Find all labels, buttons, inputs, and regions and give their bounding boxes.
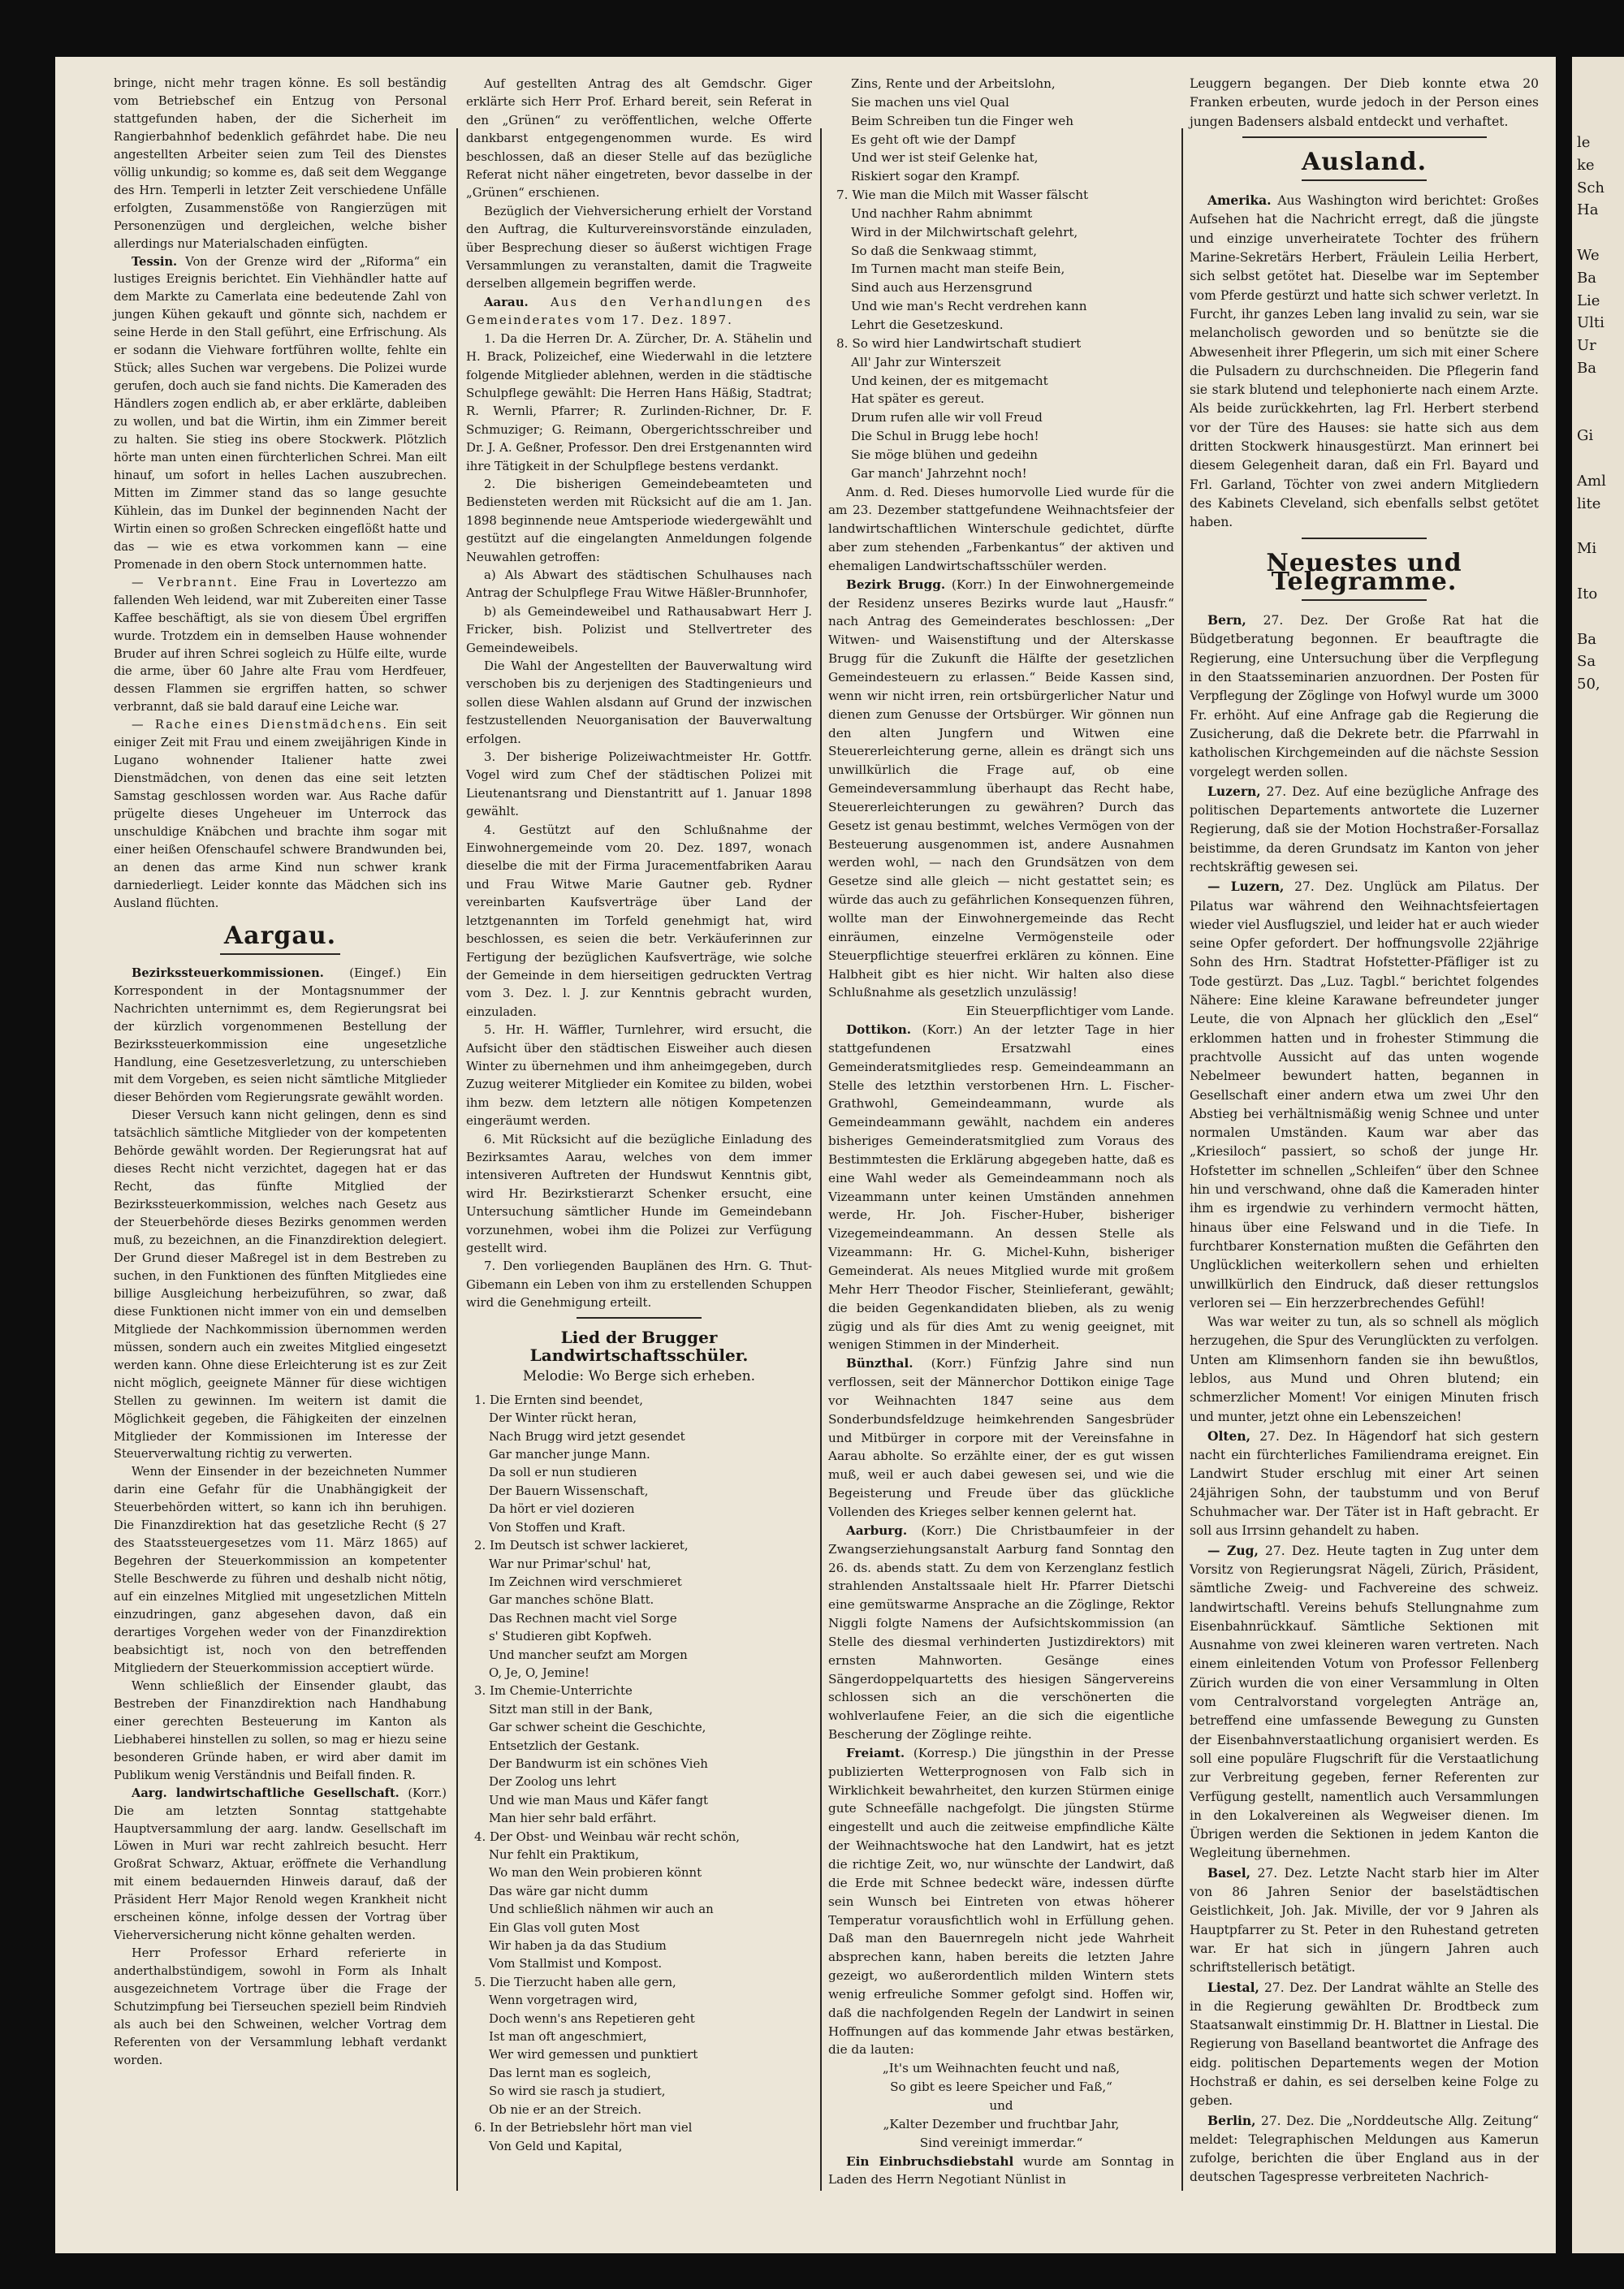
poem-line: So daß die Senkwaag stimmt, [851, 243, 1038, 258]
next-page-line: lite [1577, 495, 1601, 512]
next-page-edge [1572, 57, 1624, 2253]
article-heading: — Verbrannt. [132, 575, 239, 590]
poem-line: 6. In der Betriebslehr hört man viel [474, 2120, 693, 2136]
poem-line: War nur Primar'schul' hat, [489, 1556, 651, 1571]
article-signature: Ein Steuerpflichtiger vom Lande. [965, 1004, 1174, 1019]
article-text: Ein seit einiger Zeit mit Frau und einem zweijährigen Kinde in Lugano wohnender Italiener hatte zwei Dienstmädchen, von denen das eine seit letzten Samstag geschlossen worden war. Aus Rache dafür prügelte dieses Ungeheuer im Unterrock das unschuldige Knäbchen und brachte ihm sogar mit einer heißen Ofenschaufel schwere Brandwunden bei, an denen das arme Kind nun schwer krank darniederliegt. Leider konnte das Mädchen sich ins Ausland flüchten. [114, 718, 447, 910]
poem-line: O, Je, O, Jemine! [489, 1665, 590, 1680]
next-page-line: Aml [1577, 472, 1606, 490]
article-aarau [466, 293, 812, 330]
next-page-line: Ur [1577, 337, 1596, 355]
scan-border-top [0, 0, 1624, 57]
article-heading: Luzern, [1207, 783, 1261, 799]
poem-line: 1. Die Ernten sind beendet, [474, 1392, 643, 1407]
article-paragraph: a) Als Abwart des städtischen Schulhauses nach Antrag der Schulpflege Frau Witwe Häßler-Brunnhofer, [466, 567, 812, 601]
article-text: (Korresp.) Die jüngsthin in der Presse publizierten Wetterprognosen von Falb sich in Wirklichkeit bewahrheitet, den kurzen Stürmen einige gute Schneefälle nachgefolgt. Die jüngsten Stürme eingestellt und auch die zeitweise empfindliche Kälte der Weihnachtswoche hat den Landwirt, hat es jetzt die richtige Zeit, wo, nur wünschte der Landwirt, daß die Erde mit Schnee bedeckt wäre, indessen dürfte sein Wunsch bei Eintreten von etwas höherer Temperatur vorausfichtlich wohl in Erfüllung gehen. Daß man den Bauernregeln nicht jede Wahrheit absprechen kann, haben bereits die letzten Jahre gezeigt, wo außerordentlich milden Wintern stets wenig erfreuliche Sommer gefolgt sind. Hoffen wir, daß die nachfolgenden Regeln der Landwirt in seinen Hoffnungen auf das kommende Jahr etwas bestärken, die da lauten: [828, 1745, 1174, 2058]
poem-line: 5. Die Tierzucht haben alle gern, [474, 1974, 676, 1989]
article-text: (Korr.) Die am letzten Sonntag stattgehabte Hauptversammlung der aarg. landw. Gesellschaft im Löwen in Muri war recht zahlreich besucht. Herr Großrat Schwarz, Aktuar, eröffnete die Verhandlung mit einem bedauernden Hinweis darauf, daß der Präsident Herr Major Renold wegen Krankheit nicht erscheinen könne, infolge dessen der Vortrag über Vieherversicherung nicht könne gehalten werden. [114, 1786, 447, 1943]
poem [466, 1391, 812, 2155]
article-verbrannt [114, 574, 447, 717]
poem-line: Im Turnen macht man steife Bein, [851, 261, 1065, 277]
scan-border-left [0, 0, 55, 2289]
poem-line: Und nachher Rahm abnimmt [851, 205, 1033, 221]
section-title-telegramme: Neuestes und Telegramme. [1266, 548, 1462, 596]
poem-line: Doch wenn's ans Repetieren geht [489, 2010, 695, 2026]
poem-line: Sitzt man still in der Bank, [489, 1701, 653, 1717]
poem-line: Und wer ist steif Gelenke hat, [851, 150, 1039, 166]
poem-line: Und mancher seufzt am Morgen [489, 1647, 688, 1662]
article-text: Aus Washington wird berichtet: Großes Aufsehen hat die Nachricht erregt, daß die jüngste und einzige unverheiratete Tochter des frühern Marine-Sekretärs Herbert, Fräulein Leilia Herbert, sich selbst getötet hat. Dieselbe war im September vom Pferde gestürzt und hatte sich schwer verletzt. In Furcht, ihr ganzes Leben lang invalid zu sein, war sie melancholisch geworden und so benützte sie die Abwesenheit ihrer Pflegerin, um sich mit einer Schere die Pulsadern zu durchschneiden. Die Pflegerin fand sie stark blutend und telephonierte nach einem Arzte. Als beide zurückkehrten, lag Frl. Herbert sterbend vor der Türe des Hauses: sie hatte sich aus dem dritten Stockwerk hinausgestürzt. Man erinnert bei diesem Gelegenheit daran, daß ein Frl. Bayard und Frl. Garland, Töchter von zwei andern Mitgliedern des Kabinets Cleveland, sich ebenfalls selbst getötet haben. [1190, 193, 1539, 530]
article-steuerkommission [114, 965, 447, 1108]
article-text: Eine Frau in Lovertezzo am fallenden Weh leidend, war mit Zubereiten einer Tasse Kaffee beschäftigt, als sie von diesem Übel ergriffen wurde. Trotzdem ein in demselben Hause wohnender Bruder auf ihren Schrei sogleich zu Hülfe eilte, wurde die arme, über 60 Jahre alte Frau vom Herdfeuer, dessen Flammen sie ergriffen hatten, so schwer verbrannt, daß sie bald darauf eine Leiche war. [114, 575, 447, 715]
poem-line: Und keinen, der es mitgemacht [851, 373, 1048, 388]
article-text: Von der Grenze wird der „Riforma“ ein lustiges Ereignis berichtet. Ein Viehhändler hatte auf dem Markte zu Camerlata eine bedeutende Zahl von jungen Kühen gekauft und gönnte sich, nachdem er seine Herde in den Stall geführt, eine Erfrischung. Als er sodann die Viehware fortführen wollte, fehlte ein Stück; alles Suchen war vergebens. Die Polizei wurde gerufen, doch auch sie fand nichts. Die Kameraden des Händlers zogen endlich ab, er aber erklärte, dableiben zu wollen, und bat die Wirtin, ihm ein Zimmer bereit zu halten. Sie stieg ins obere Stockwerk. Plötzlich hörte man unten einen fürchterlichen Schrei. Man eilt hinauf, um sofort in helles Lachen auszubrechen. Mitten im Zimmer stand das so lange gesuchte Kühlein, das im Dunkel der beginnenden Nacht der Wirtin einen so großen Schrecken eingeflößt hatte und das — wie es etwa vorkommen kann — eine Promenade in den obern Stock unternommen hatte. [114, 254, 447, 572]
poem-line: Ein Glas voll guten Most [489, 1920, 640, 1935]
column-rule [1181, 128, 1183, 2191]
poem-line: Wo man den Wein probieren könnt [489, 1865, 702, 1881]
weather-rule: Sind vereinigt immerdar.“ [919, 2135, 1083, 2150]
article-heading: Aarau. [484, 294, 529, 309]
telegram-berlin [1190, 2111, 1539, 2188]
article-text: 27. Dez. Letzte Nacht starb hier im Alter von 86 Jahren Senior der baselstädtischen Geistlichkeit, Joh. Jak. Miville, der vor 9 Jahren als Hauptpfarrer zu St. Peter in den Ruhestand getreten war. Er hat sich in jüngern Jahren auch schriftstellerisch betätigt. [1190, 1865, 1539, 1976]
poem-line: Sie machen uns viel Qual [851, 94, 1009, 110]
poem-line: Ist man oft angeschmiert, [489, 2029, 647, 2045]
poem-line: 8. So wird hier Landwirtschaft studiert [836, 335, 1082, 351]
next-page-line: 50, [1577, 676, 1600, 693]
next-page-line: Ba [1577, 630, 1596, 648]
editor-note: Anm. d. Red. Dieses humorvolle Lied wurde für die am 23. Dezember stattgefundene Weihnachtsfeier der landwirtschaftlichen Winterschule gedichtet, dürfte aber zum stehenden „Farbenkantus“ der aktiven und ehemaligen Landwirtschaftsschüler werden. [828, 484, 1174, 573]
poem-line: Gar manch' Jahrzehnt noch! [851, 465, 1027, 481]
poem-melody: Melodie: Wo Berge sich erheben. [522, 1368, 756, 1385]
poem-line: Zins, Rente und der Arbeitslohn, [851, 76, 1056, 91]
article-paragraph: Auf gestellten Antrag des alt Gemdschr. Giger erklärte sich Herr Prof. Erhard bereit, sein Referat in den „Grünen“ zu veröffentlichen, welche Offerte dankbarst entgegengenommen wurde. Es wird beschlossen, daß an dieser Stelle auf das bezügliche Referat nicht näher eingetreten, bevor dasselbe in der „Grünen“ erschienen. [466, 76, 812, 201]
telegram-luzern [1190, 782, 1539, 877]
next-page-fragments [1572, 57, 1624, 696]
next-page-line: Ulti [1577, 314, 1605, 332]
article-heading: Olten, [1207, 1427, 1251, 1444]
article-buenzthal [828, 1354, 1174, 1522]
poem-line: Entsetzlich der Gestank. [489, 1738, 640, 1753]
article-paragraph: b) als Gemeindeweibel und Rathausabwart Herr J. Fricker, bish. Polizist und Stellvertreter des Gemeindeweibels. [466, 603, 812, 655]
article-paragraph: 1. Da die Herren Dr. A. Zürcher, Dr. A. Stähelin und H. Brack, Polizeichef, eine Wiederwahl in die letztere folgende Mitglieder ablehnen, werden in die städtische Schulpflege gewählt: Die Herren Hans Häßig, Stadtrat; R. Wernli, Pfarrer; R. Zurlinden-Richner, Dr. F. Schmuziger; G. Reimann, Obergerichtsschreiber und Dr. J. A. Geßner, Professor. Den drei Erstgenannten wird ihre Tätigkeit in der Schulpflege bestens verdankt. [466, 330, 812, 473]
poem-continued [828, 75, 1174, 483]
article-heading: Aarg. landwirtschaftliche Gesellschaft. [132, 1786, 400, 1800]
poem-line: Da hört er viel dozieren [489, 1501, 635, 1517]
article-amerika [1190, 191, 1539, 532]
article-paragraph: Dieser Versuch kann nicht gelingen, denn es sind tatsächlich sämtliche Mitglieder von der kompetenten Behörde gewählt worden. Der Regierungsrat hat auf dieses Recht nicht verzichtet, dagegen hat er das Recht, das fünfte Mitglied der Bezirkssteuerkommission, welches nach Gesetz aus der Steuerbehörde dieses Bezirks genommen werden muß, zu bezeichnen, an die Finanzdirektion delegiert. Der Grund dieser Maßregel ist in dem Bestreben zu suchen, in den Funktionen des fünften Mitgliedes eine billige Ausgleichung herbeizuführen, so zwar, daß diese Funktionen nicht immer von ein und demselben Mitgliede der Nachkommission übernommen werden müssen, sondern auch ein zweites Mitglied eingesetzt werden kann. Ohne diese Erleichterung ist es zur Zeit nicht möglich, geeignete Männer für diese wichtigen Stellen zu gewinnen. Im weitern ist damit die Möglichkeit gegeben, die Fähigkeiten der einzelnen Mitglieder der Kommissionen im Interesse der Steuerverwaltung richtig zu verwerten. [114, 1108, 447, 1462]
poem-line: Wer wird gemessen und punktiert [489, 2047, 698, 2062]
article-paragraph: Leuggern begangen. Der Dieb konnte etwa 20 Franken erbeuten, wurde jedoch in der Person eines jungen Badensers alsbald entdeckt und verhaftet. [1190, 76, 1539, 129]
poem-line: Gar manches schöne Blatt. [489, 1592, 654, 1608]
telegram-zug [1190, 1541, 1539, 1864]
article-text: (Korr.) Die Christbaumfeier in der Zwangserziehungsanstalt Aarburg fand Sonntag den 26. ds. abends statt. Zu dem von Kerzenglanz festlich strahlenden Anstaltssaale hielt Hr. Pfarrer Dietschi eine gemütswarme Ansprache an die Zöglinge, Rektor Niggli folgte Namens der Aufsichtskommission (an Stelle des diesmal verhinderten Justizdirektors) mit ernsten Mahnworten. Gesänge eines Sängerdoppelquartetts des hiesigen Sängervereins schlossen sich an die verschönerten die wohlverlaufene Feier, an die sich die eigentliche Bescherung der Zöglinge reihte. [828, 1522, 1174, 1743]
weather-rule: „It's um Weihnachten feucht und naß, [882, 2061, 1121, 2076]
poem-line: Sind auch aus Herzensgrund [851, 280, 1033, 296]
poem-line: 4. Der Obst- und Weinbau wär recht schön, [474, 1829, 741, 1844]
next-page-line: Ba [1577, 359, 1596, 377]
next-page-line: Ba [1577, 269, 1596, 287]
section-title-aargau: Aargau. [223, 921, 337, 950]
poem-line: Riskiert sogar den Krampf. [851, 169, 1021, 184]
poem-line: 7. Wie man die Milch mit Wasser fälscht [836, 188, 1089, 203]
next-page-line: Lie [1577, 292, 1600, 309]
poem-line: Da soll er nun studieren [489, 1465, 637, 1480]
article-paragraph: 6. Mit Rücksicht auf die bezügliche Einladung des Bezirksamtes Aarau, welches von dem immer intensiveren Auftreten der Hundswut Kenntnis gibt, wird Hr. Bezirkstierarzt Schenker ersucht, eine Untersuchung sämtlicher Hunde im Gemeindebann vorzunehmen, wobei ihm die Polizei zur Verfügung gestellt wird. [466, 1131, 812, 1255]
article-text: (Korr.) An der letzter Tage in hier stattgefundenen Ersatzwahl eines Gemeinderatsmitgliedes resp. Gemeindeammann an Stelle des letzthin verstorbenen Hrn. L. Fischer-Grathwohl, Gemeindeammann, wurde als Gemeindeammann gewählt, nachdem ein anderes bisheriges Gemeinderatsmitglied zum Voraus des Bestimmtesten die Erklärung abgegeben hatte, daß es eine Wahl weder als Gemeindeammann noch als Vizeammann unter keinen Umständen annehmen werde, Hr. Joh. Fischer-Huber, bisheriger Vizegemeindeammann. An dessen Stelle als Vizeammann: Hr. G. Michel-Kuhn, bisheriger Gemeinderat. Als neues Mitglied wurde mit großem Mehr Herr Theodor Fischer, Steinlieferant, gewählt; die beiden Gegenkandidaten blieben, als zu wenig zügig und als für dies Amt zu wenig geeignet, mit wenigen Stimmen in der Minderheit. [828, 1022, 1174, 1353]
article-heading: — Rache eines Dienstmädchens. [132, 718, 388, 732]
column-1 [114, 75, 447, 2070]
poem-line: 3. Im Chemie-Unterrichte [474, 1683, 633, 1699]
article-heading: Bünzthal. [846, 1356, 914, 1371]
poem-line: Man hier sehr bald erfährt. [489, 1811, 657, 1826]
poem-line: All' Jahr zur Winterszeit [851, 354, 1001, 369]
column-4 [1190, 75, 1539, 2188]
poem-line: Und wie man Maus und Käfer fangt [489, 1792, 708, 1807]
article-text: 27. Dez. Auf eine bezügliche Anfrage des politischen Departements antwortete die Luzerner Regierung, daß sie der Motion Hochstraßer-Forsallaz beistimme, da deren Grundsatz im Kanton von jeher rechtskräftig gewesen sei. [1190, 784, 1539, 875]
article-heading: Amerika. [1207, 192, 1272, 209]
poem-line: Der Winter rückt heran, [489, 1410, 637, 1426]
next-page-line: Ito [1577, 585, 1598, 602]
article-aarburg [828, 1522, 1174, 1744]
section-rule [1302, 599, 1427, 601]
poem-line: Von Geld und Kapital, [489, 2138, 623, 2153]
article-paragraph: Herr Professor Erhard referierte in anderthalbstündigem, sowohl in Form als Inhalt ausgezeichnetem Vortrage über die Frage der Schutzimpfung bei Tierseuchen speziell beim Rindvieh als auch bei den Schweinen, welcher Vortrag dem Referenten von der Versammlung lebhaft verdankt worden. [114, 1946, 447, 2067]
next-page-line: le [1577, 134, 1591, 151]
article-heading: Aarburg. [846, 1522, 908, 1538]
section-rule [1302, 538, 1427, 539]
article-text: 27. Dez. Der Landrat wählte an Stelle des in die Regierung gewählten Dr. Brodtbeck zum Staatsanwalt einstimmig Dr. H. Blattner in Liestal. Die Regierung von Baselland beantwortet die Anfrage des eidg. politischen Departements wegen der Motion Hochstraß er dahin, es sei derselben keine Folge zu geben. [1190, 1980, 1539, 2109]
article-text: Ein Korrespondent in der Montagsnummer der Nachrichten unternimmt es, dem Regierungsrat bei der kürzlich vorgenommenen Bestellung der Bezirkssteuerkommission eine ungesetzliche Handlung, eine Gesetzesverletzung, zu unterschieben mit dem Vorgeben, es seien nicht sämtliche Mitglieder dieser Behörden vom Regierungsrate gewählt worden. [114, 965, 447, 1105]
article-heading: Berlin, [1207, 2112, 1256, 2128]
article-text: 27. Dez. Der Große Rat hat die Büdgetberatung begonnen. Er beauftragte die Regierung, eine Untersuchung über die Verpflegung in den Staatsseminarien anzuordnen. Der Posten für Verpflegung der Zöglinge von Hofwyl wurde um 3000 Fr. erhöht. Auf eine Anfrage gab die Regierung die Zusicherung, daß die Dekrete betr. die Pfarrwahl in katholischen Kirchgemeinden auf die nächste Session vorgelegt werden sollen. [1190, 613, 1539, 780]
poem-line: Hat später es gereut. [851, 391, 985, 407]
poem-line: Und wie man's Recht verdrehen kann [851, 299, 1087, 314]
telegram-bern [1190, 611, 1539, 782]
poem-line: Das wäre gar nicht dumm [489, 1883, 649, 1898]
poem-line: Und schließlich nähmen wir auch an [489, 1902, 714, 1917]
poem-line: Nach Brugg wird jetzt gesendet [489, 1428, 685, 1444]
poem-line: Der Zoolog uns lehrt [489, 1774, 616, 1790]
column-rule [820, 128, 822, 2191]
article-rache [114, 716, 447, 912]
article-text: (Korr.) In der Einwohnergemeinde der Residenz unseres Bezirks wurde laut „Hausfr.“ nach Antrag des Gemeinderates beschlossen: „Der Witwen- und Waisenstiftung und der Alterskasse Brugg für die Zukunft die Hälfte der gesetzlichen Gemeindesteuern zu erlassen.“ Beide Kassen sind, wenn wir nicht irren, rein ortsbürgerlicher Natur und dienen zum Genusse der Ortsbürger. Wir gönnen nun den alten Jungfern und Witwen eine Steuererleichterung gerne, allein es drängt sich uns unwillkürlich die Frage auf, ob eine Gemeindeversammlung überhaupt das Recht habe, Steuererleichterungen zu gewähren? Durch das Gesetz ist genau bestimmt, welches Vermögen von der Besteuerung ausgenommen ist, andere Ausnahmen werden wohl, — nach den Grundsätzen von dem Gesetze sind alle gleich — nicht gestattet sein; es würde das auch zu gefährlichen Konsequenzen führen, wollte man der Einwohnergemeinde das Recht einräumen, einzelne Vermögensteile oder Steuerpflichtige steuerfrei erklären zu können. Eine Halbheit gibt es hier nicht. Wir halten also diese Schlußnahme als gesetzlich unzulässig! [828, 577, 1174, 1000]
weather-rule: und [989, 2097, 1013, 2113]
poem-line: Wir haben ja da das Studium [489, 1938, 667, 1954]
column-3 [828, 75, 1174, 2189]
poem-line: Die Schul in Brugg lebe hoch! [851, 429, 1039, 444]
poem-line: Im Zeichnen wird verschmieret [489, 1574, 682, 1589]
article-text: 27. Dez. In Hägendorf hat sich gestern nacht ein fürchterliches Familiendrama ereignet. Ein Landwirt Studer erschlug mit einer Art seinen 24jährigen Sohn, der taubstumm und von Beruf Schuhmacher war. Der Täter ist in Haft gebracht. Er soll aus Irrsinn gehandelt zu haben. [1190, 1428, 1539, 1539]
poem-line: Vom Stallmist und Kompost. [489, 1956, 663, 1972]
poem-line: Lehrt die Gesetzeskund. [851, 317, 1004, 332]
column-2 [466, 75, 812, 2155]
article-paragraph: 5. Hr. H. Wäffler, Turnlehrer, wird ersucht, die Aufsicht über den städtischen Eisweiher auch diesen Winter zu übernehmen und ihm anheimgegeben, durch Zuzug weiterer Mitglieder ein Komitee zu bilden, wobei ihm bezw. dem letztern alle nötigen Kompetenzen eingeräumt werden. [466, 1022, 812, 1129]
article-tag: (Eingef.) [323, 965, 401, 980]
next-page-line: Ha [1577, 201, 1599, 219]
article-paragraph: bringe, nicht mehr tragen könne. Es soll beständig vom Betriebschef ein Entzug von Personal stattgefunden haben, der die Sicherheit im Rangierbahnhof bedenklich gefährdet habe. Die neu angestellten Arbeiter seien zum Teil des Dienstes völlig unkundig; so komme es, daß seit dem Weggange des Hrn. Temperli in letzter Zeit verschiedene Unfälle erfolgten, Zusammenstöße von Rangierzügen mit Personenzügen und dergleichen, welche bisher allerdings nur Materialschaden einfügten. [114, 76, 447, 251]
poem-line: Sie möge blühen und gedeihn [851, 447, 1038, 462]
poem-line: Es geht oft wie der Dampf [851, 132, 1016, 147]
article-heading: Bezirk Brugg. [846, 577, 946, 592]
poem-line: 2. Im Deutsch ist schwer lackieret, [474, 1538, 689, 1553]
scan-gap [1556, 0, 1572, 2289]
column-rule [456, 128, 458, 2191]
next-page-line: Sch [1577, 179, 1605, 197]
poem-line: So wird sie rasch ja studiert, [489, 2084, 666, 2099]
poem-line: Gar mancher junge Mann. [489, 1447, 650, 1462]
article-dottikon [828, 1021, 1174, 1354]
article-heading: Tessin. [132, 254, 178, 269]
article-heading: — Zug, [1207, 1542, 1259, 1558]
scan-border-bottom [0, 2253, 1624, 2289]
article-heading: Liestal, [1207, 1979, 1259, 1995]
article-heading: Ein Einbruchsdiebstahl [846, 2153, 1014, 2169]
weather-rule: „Kalter Dezember und fruchtbar Jahr, [883, 2116, 1120, 2131]
article-paragraph: 2. Die bisherigen Gemeindebeamteten und Bediensteten werden mit Rücksicht auf die am 1. Jan. 1898 beginnende neue Amtsperiode wiedergewählt und gestützt auf die eingelangten Anmeldungen folgende Neuwahlen getroffen: [466, 476, 812, 564]
article-heading: Basel, [1207, 1864, 1251, 1881]
article-heading: Bern, [1207, 612, 1246, 628]
article-paragraph: Was war weiter zu tun, als so schnell als möglich herzugehen, die Spur des Verunglückten zu verfolgen. Unten am Klimsenhorn fanden sie ihn bewußtlos, leblos, aus Mund und Ohren blutend; ein schmerzlicher Moment! Vor einigen Minuten frisch und munter, jetzt ohne ein Lebenszeichen! [1190, 1315, 1539, 1424]
next-page-line: Gi [1577, 427, 1594, 445]
section-rule [220, 953, 340, 955]
poem-line: Beim Schreiben tun die Finger weh [851, 113, 1073, 128]
telegram-pilatus [1190, 877, 1539, 1313]
article-text: 27. Dez. Die „Norddeutsche Allg. Zeitung“ meldet: Telegraphischen Meldungen aus Kamerun zufolge, berichten die über England aus in der deutschen Tagespresse verbreiteten Nachrich- [1190, 2113, 1539, 2185]
article-landw-gesellschaft [114, 1785, 447, 1946]
poem-line: Das Rechnen macht viel Sorge [489, 1610, 677, 1626]
article-text: 27. Dez. Unglück am Pilatus. Der Pilatus war während den Weihnachtsfeiertagen wieder viel Ausflugsziel, und leider hat er auch wieder seine Opfer gefordert. Der hoffnungsvolle 22jährige Sohn des Hrn. Stadtrat Hofstetter-Pfäfliger ist zu Tode gestürzt. Das „Luz. Tagbl.“ berichtet folgendes Nähere: Eine kleine Karawane befreundeter junger Leute, die von Alpnach her glücklich den „Esel“ erklommen hatten und in frohester Stimmung die prachtvolle Aussicht auf das unten wogende Nebelmeer bewundert hatten, begannen in Gesellschaft einer andern etwa um zwei Uhr den Abstieg bei verhältnismäßig wenig Schnee und unter normalen Umständen. Kaum war aber das „Kriesiloch“ passiert, so schoß der junge Hr. Hofstetter im schnellen „Schleifen“ über den Schnee hin und verschwand, ohne daß die Kameraden hinter ihm es irgendwie zu verhindern vermocht hätten, hinaus über eine Felswand und in die Tiefe. In furchtbarer Konsternation mußten die Gefährten den Unglücklichen weiterkollern sehen und erhielten unwillkürlich den Eindruck, daß dieser rettungslos verloren sei — Ein herzzerbrechendes Gefühl! [1190, 879, 1539, 1311]
article-tessin [114, 253, 447, 574]
poem-line: Nur fehlt ein Praktikum, [489, 1847, 640, 1862]
article-text: wurde am Sonntag in Laden des Herrn Negotiant Nünlist in [828, 2153, 1174, 2188]
poem-line: Von Stoffen und Kraft. [489, 1519, 626, 1535]
poem-title: Lied der Brugger Landwirtschaftsschüler. [529, 1327, 749, 1366]
article-text: Aus den Verhandlungen des Gemeinderates vom 17. Dez. 1897. [466, 294, 812, 328]
telegram-liestal [1190, 1978, 1539, 2111]
poem-line: Das lernt man es sogleich, [489, 2065, 651, 2080]
article-bezirk-brugg [828, 576, 1174, 1002]
article-text: 27. Dez. Heute tagten in Zug unter dem Vorsitz von Regierungsrat Nägeli, Zürich, Präsident, sämtliche Zweig- und Fachvereine des schweiz. landwirtschaftl. Vereins behufs Stellungnahme zum Eisenbahnrückkauf. Sämtliche Sektionen mit Ausnahme von zwei kleineren waren vertreten. Nach einem einleitenden Votum von Professor Fellenberg Zürich wurden die von einer Versammlung in Olten vom Centralvorstand vorgelegten Anträge an, betreffend eine umfassende Bewegung zu Gunsten der Eisenbahnverstaatlichung organisiert werden. Es soll eine populäre Flugschrift für die Verstaatlichung zur Verbreitung gegeben, ferner Referenten zur Verfügung gestellt, namentlich auch Versammlungen in den Lokalvereinen als Wegweiser dienen. Im Übrigen werden die Sektionen in jedem Kanton die Wegleitung übernehmen. [1190, 1543, 1540, 1861]
next-page-line: Sa [1577, 653, 1596, 671]
article-paragraph: 3. Der bisherige Polizeiwachtmeister Hr. Gottfr. Vogel wird zum Chef der städtischen Polizei mit Lieutenantsrang und Dienstantritt auf 1. Januar 1898 gewählt. [466, 749, 812, 819]
article-heading: — Luzern, [1207, 879, 1285, 895]
next-page-line: ke [1577, 156, 1595, 174]
poem-line: Wird in der Milchwirtschaft gelehrt, [851, 224, 1078, 240]
article-paragraph: Die Wahl der Angestellten der Bauverwaltung wird verschoben bis zu derjenigen des Stadtingenieurs und sollen diese Wahlen alsdann auf Grund der inzwischen festzustellenden Neuorganisation der Bauverwaltung erfolgen. [466, 659, 812, 746]
article-paragraph: 7. Den vorliegenden Bauplänen des Hrn. G. Thut-Gibemann ein Leben von ihm zu erstellenden Schuppen wird die Genehmigung erteilt. [466, 1259, 812, 1311]
article-paragraph: Bezüglich der Viehversicherung erhielt der Vorstand den Auftrag, die Kulturvereinsvorstände einzuladen, über Besprechung dieser so äußerst wichtigen Frage Versammlungen zu veranstalten, damit die Tragweite derselben allgemein begriffen werde. [466, 203, 812, 292]
poem-line: Der Bauern Wissenschaft, [489, 1483, 649, 1498]
article-freiamt [828, 1744, 1174, 2059]
poem-line: s' Studieren gibt Kopfweh. [489, 1629, 652, 1644]
poem-line: Wenn vorgetragen wird, [489, 1993, 638, 2008]
article-einbruch [828, 2153, 1174, 2190]
section-rule [1242, 136, 1487, 138]
article-heading: Dottikon. [846, 1022, 912, 1038]
next-page-line: We [1577, 246, 1600, 264]
article-text: (Korr.) Fünfzig Jahre sind nun verflossen, seit der Männerchor Dottikon einige Tage vor Weihnachten 1847 seine aus dem Sonderbundsfeldzuge heimkehrenden Sangesbrüder und Mitbürger in corpore mit der Vereinsfahne in Aarau abholte. So erzählte einer, der es gut wissen muß, weil er auch dabei gewesen sei, und wie die Begeisterung und Freude über das glückliche Vollenden des Krieges selber kennen gelernt hat. [828, 1356, 1174, 1519]
next-page-line: Mi [1577, 540, 1597, 558]
poem-line: Der Bandwurm ist ein schönes Vieh [489, 1756, 708, 1771]
article-paragraph: Wenn schließlich der Einsender glaubt, das Bestreben der Finanzdirektion nach Handhabung einer gerechten Besteuerung im Kanton als Liebhaberei hinstellen zu sollen, so mag er hiezu seine besonderen Gründe haben, er wird aber damit im Publikum wenig Verständnis und Beifall finden. R. [114, 1678, 447, 1782]
section-rule [1302, 179, 1427, 181]
poem-line: Gar schwer scheint die Geschichte, [489, 1720, 706, 1735]
article-heading: Freiamt. [846, 1745, 905, 1760]
telegram-olten [1190, 1427, 1539, 1541]
poem-line: Drum rufen alle wir voll Freud [851, 410, 1043, 425]
poem-line: Ob nie er an der Streich. [489, 2101, 641, 2117]
article-paragraph: 4. Gestützt auf den Schlußnahme der Einwohnergemeinde vom 20. Dez. 1897, wonach dieselbe die mit der Firma Juracementfabriken Aarau und Frau Witwe Marie Gautner geb. Rydner vereinbarten Kaufsverträge über Land der letztgenannten im Torfeld genehmigt hat, wird beschlossen, es seien die betr. Verkäuferinnen zur Fertigung der bezüglichen Kaufsverträge, wie solche der Gemeinde in dem hierseitigen gedruckten Vertrag vom 3. Dez. l. J. zur Kenntnis gebracht wurden, einzuladen. [466, 822, 812, 1019]
section-rule [577, 1317, 701, 1319]
telegram-basel [1190, 1864, 1539, 1978]
article-paragraph: Wenn der Einsender in der bezeichneten Nummer darin eine Gefahr für die Unabhängigkeit der Steuerbehörden wittert, so kann ich ihn beruhigen. Die Finanzdirektion hat das gesetzliche Recht (§ 27 des Staatssteuergesetzes vom 11. März 1865) auf Begehren der Steuerkommission an kompetenter Stelle Beschwerde zu führen und deshalb nicht nötig, auf ein einzelnes Mitglied mit ungesetzlichen Mitteln einzudringen, ganz abgesehen davon, daß ein derartiges Vorgehen weder von der Finanzdirektion beabsichtigt ist, noch von den betreffenden Mitgliedern der Steuerkommission acceptiert würde. [114, 1465, 447, 1675]
article-heading: Bezirkssteuerkommissionen. [132, 965, 324, 980]
weather-rule: So gibt es leere Speicher und Faß,“ [890, 2080, 1112, 2095]
section-title-ausland: Ausland. [1301, 147, 1427, 176]
